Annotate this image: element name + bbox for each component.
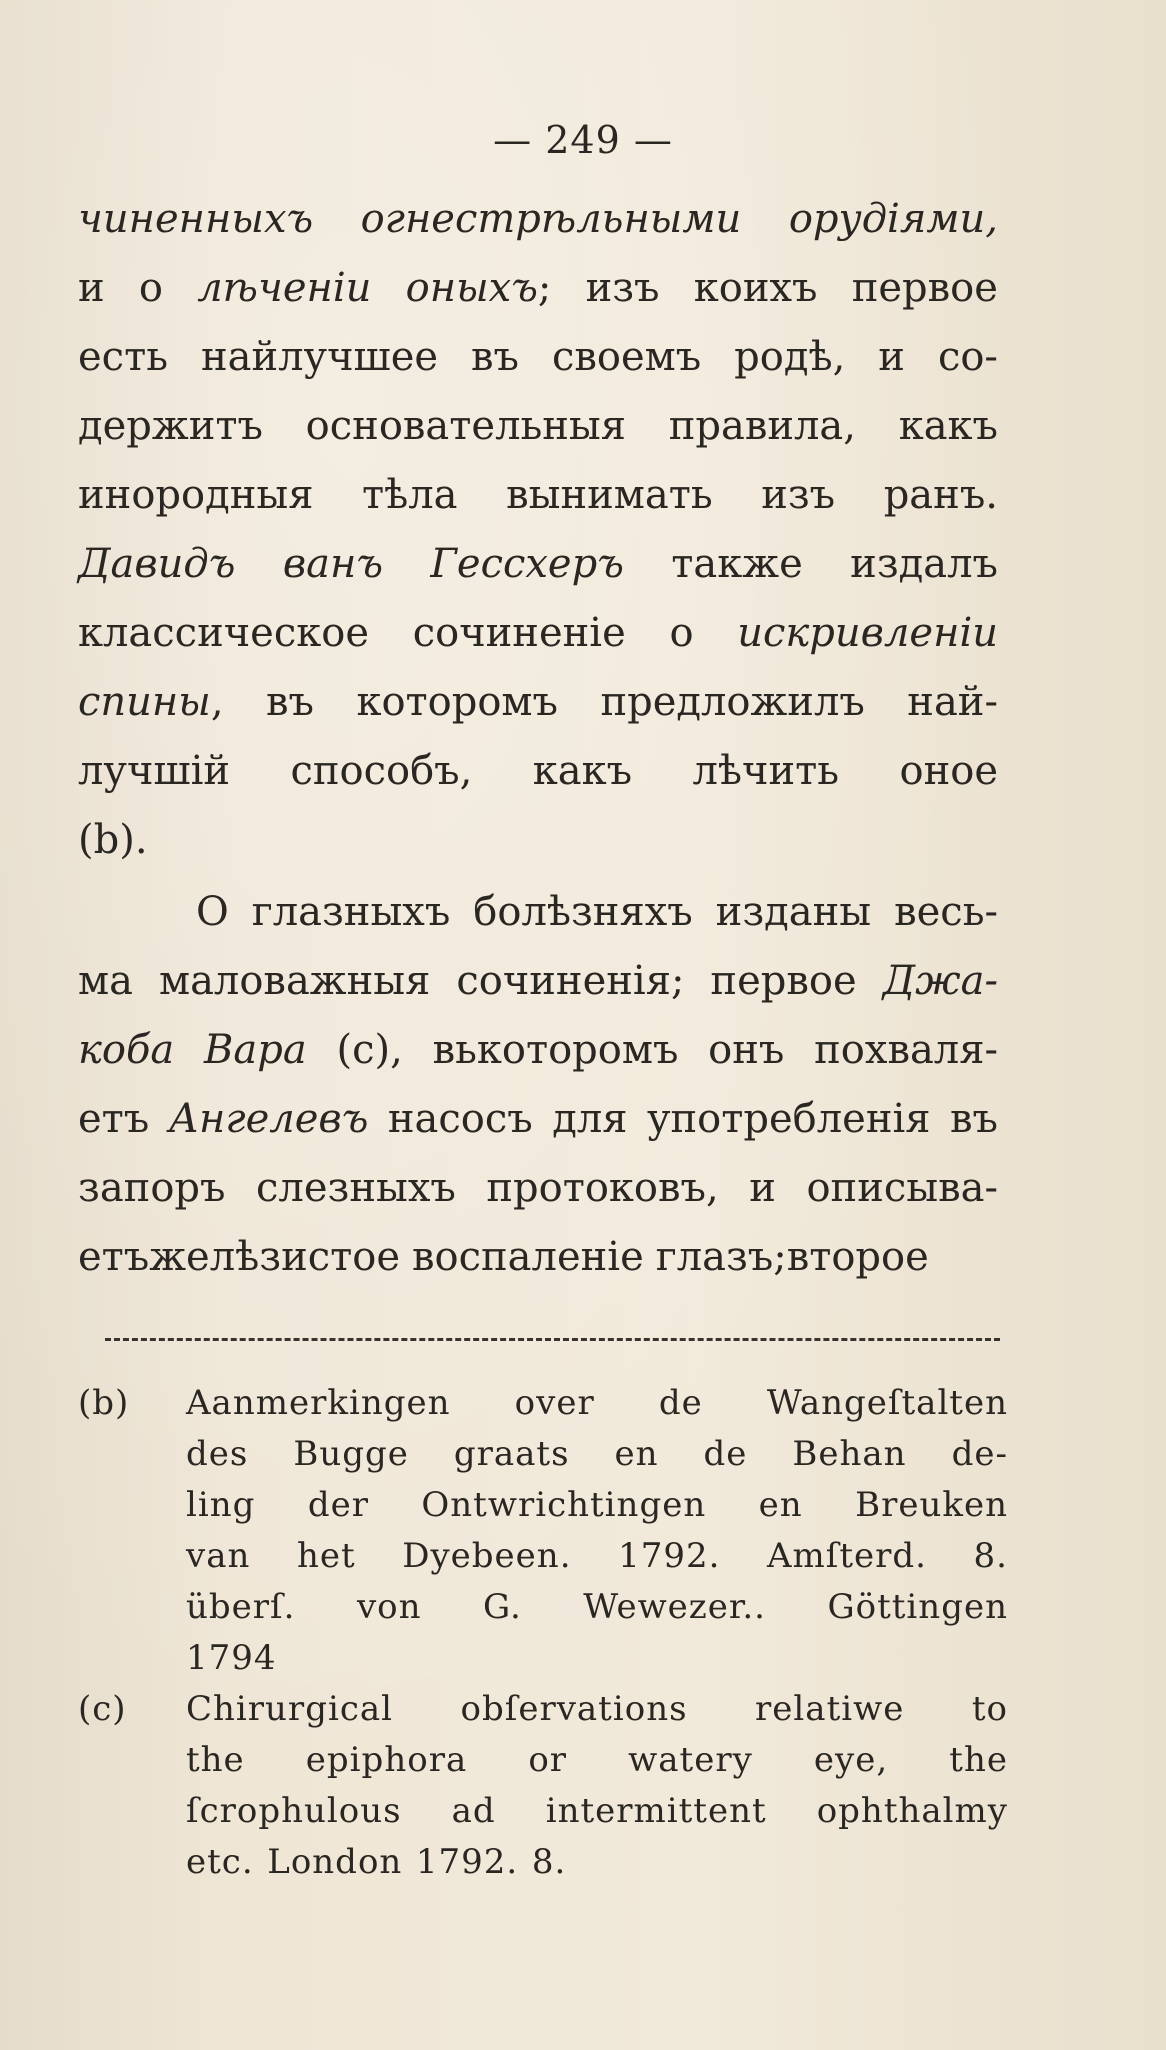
- word: оныхъ;: [405, 265, 552, 311]
- word: 8.: [973, 1536, 1008, 1576]
- page-number: — 249 —: [493, 118, 673, 162]
- footnotes: [78, 1378, 1008, 1888]
- word: de: [658, 1383, 703, 1423]
- word: насосъ: [387, 1096, 533, 1142]
- word: о: [669, 610, 694, 656]
- word: Breuken: [855, 1485, 1008, 1525]
- word: и: [878, 334, 905, 380]
- word: которомъ: [356, 679, 558, 725]
- footnote-line: [78, 1633, 1008, 1684]
- text-line: [78, 806, 998, 875]
- text-line: [78, 254, 998, 323]
- word: obſervations: [460, 1689, 688, 1729]
- word: какъ: [532, 748, 633, 794]
- word: 1792.: [618, 1536, 721, 1576]
- word: van: [186, 1536, 251, 1576]
- footnote-divider: [105, 1338, 1000, 1341]
- word: Behan: [792, 1434, 907, 1474]
- word: ſcrophulous: [186, 1791, 402, 1831]
- footnote-line: [78, 1531, 1008, 1582]
- word: классическое: [78, 610, 369, 656]
- word: сочиненiе: [412, 610, 626, 656]
- word: Amſterd.: [766, 1536, 927, 1576]
- word: о: [138, 265, 163, 311]
- word: болѣзняхъ: [473, 889, 693, 935]
- word: over: [514, 1383, 595, 1423]
- word: en: [758, 1485, 803, 1525]
- word: со-: [937, 334, 998, 380]
- word: Джа-: [882, 958, 998, 1004]
- word: въ: [950, 1096, 998, 1142]
- word: изъ: [761, 472, 836, 518]
- text-line: [78, 392, 998, 461]
- word: вынимать: [506, 472, 713, 518]
- word: Давидъ: [78, 541, 236, 587]
- word: предложилъ: [600, 679, 865, 725]
- word: искривленiи: [737, 610, 998, 656]
- footnote-line: [78, 1837, 1008, 1888]
- word: de: [703, 1434, 748, 1474]
- footnote-label: (b): [78, 1383, 130, 1423]
- word: epiphora: [305, 1740, 468, 1780]
- text-line: [78, 1016, 998, 1085]
- word: or: [528, 1740, 568, 1780]
- word: Dyebeen.: [402, 1536, 572, 1576]
- word: 1794: [186, 1638, 277, 1678]
- word: the: [186, 1740, 245, 1780]
- word: ранъ.: [883, 472, 998, 518]
- word: своемъ: [551, 334, 702, 380]
- word: ling: [186, 1485, 256, 1525]
- footnote-line: [78, 1480, 1008, 1531]
- word: Ангелевъ: [168, 1096, 369, 1142]
- word: лѣчить: [692, 748, 840, 794]
- footnote-line: [78, 1582, 1008, 1633]
- word: сочиненiя;: [456, 958, 685, 1004]
- word: найлучшее: [200, 334, 439, 380]
- word: Chirurgical: [186, 1689, 394, 1729]
- word: етъжелѣзистое: [78, 1234, 401, 1280]
- paragraph-2: [78, 878, 998, 1292]
- footnote-line: [78, 1786, 1008, 1837]
- word: етъ: [78, 1096, 150, 1142]
- word: запоръ: [78, 1165, 226, 1211]
- text-line: [78, 737, 998, 806]
- word: Bugge: [293, 1434, 409, 1474]
- text-line: [78, 947, 998, 1016]
- word: Wewezer..: [583, 1587, 766, 1627]
- word: London: [267, 1842, 403, 1882]
- word: Göttingen: [827, 1587, 1008, 1627]
- word: Гессхеръ: [430, 541, 624, 587]
- word: the: [949, 1740, 1008, 1780]
- word: Aanmerkingen: [186, 1383, 451, 1423]
- text-line: [78, 185, 998, 254]
- word: огнестрѣльными: [360, 196, 742, 242]
- word: есть: [78, 334, 168, 380]
- word: орудiями,: [788, 196, 998, 242]
- word: des: [186, 1434, 249, 1474]
- word: 1792.: [415, 1842, 519, 1882]
- word: чиненныхъ: [78, 196, 314, 242]
- text-line: [78, 1154, 998, 1223]
- footnote-line: [78, 1378, 1008, 1429]
- text-line: [78, 530, 998, 599]
- word: похваля-: [814, 1027, 998, 1073]
- word: употребленiя: [646, 1096, 931, 1142]
- word: маловажныя: [158, 958, 431, 1004]
- word: to: [971, 1689, 1008, 1729]
- word: какъ: [898, 403, 998, 449]
- word: Вара: [204, 1027, 307, 1073]
- word: описыва-: [806, 1165, 998, 1211]
- text-line: [78, 668, 998, 737]
- word: Wangeſtalten: [766, 1383, 1008, 1423]
- word: Ontwrichtingen: [421, 1485, 707, 1525]
- word: изданы: [715, 889, 872, 935]
- word: von: [356, 1587, 422, 1627]
- word: спины,: [78, 679, 224, 725]
- paragraph-1: [78, 185, 998, 875]
- word: для: [552, 1096, 628, 1142]
- text-line: [78, 461, 998, 530]
- word: въ: [266, 679, 314, 725]
- word: ophthalmy: [816, 1791, 1008, 1831]
- word: способъ,: [290, 748, 473, 794]
- word: лучшiй: [78, 748, 231, 794]
- text-line: [78, 878, 998, 947]
- word: О: [196, 889, 229, 935]
- word: (c),: [336, 1027, 403, 1073]
- word: най-: [907, 679, 998, 725]
- word: первое: [851, 265, 998, 311]
- word: ad: [451, 1791, 496, 1831]
- footnote-line: [78, 1429, 1008, 1480]
- text-line: [78, 1223, 998, 1292]
- word: лѣченiи: [197, 265, 372, 311]
- word: ма: [78, 958, 133, 1004]
- word: держитъ: [78, 403, 263, 449]
- word: de-: [951, 1434, 1008, 1474]
- word: правила,: [668, 403, 856, 449]
- word: коихъ: [693, 265, 818, 311]
- word: der: [307, 1485, 369, 1525]
- word: въ: [471, 334, 519, 380]
- word: eye,: [813, 1740, 889, 1780]
- word: родѣ,: [734, 334, 846, 380]
- text-line: [78, 323, 998, 392]
- word: оное: [899, 748, 998, 794]
- word: инородныя: [78, 472, 314, 518]
- word: основательныя: [305, 403, 626, 449]
- word: (b).: [78, 817, 148, 863]
- word: протоковъ,: [486, 1165, 719, 1211]
- word: het: [296, 1536, 356, 1576]
- word: überſ.: [186, 1587, 296, 1627]
- word: вькоторомъ: [432, 1027, 679, 1073]
- word: и: [78, 265, 105, 311]
- word: слезныхъ: [256, 1165, 456, 1211]
- word: коба: [78, 1027, 175, 1073]
- word: и: [749, 1165, 776, 1211]
- word: изъ: [585, 265, 660, 311]
- word: etc.: [186, 1842, 254, 1882]
- text-line: [78, 599, 998, 668]
- word: intermittent: [545, 1791, 767, 1831]
- word: 8.: [531, 1842, 567, 1882]
- footnote-line: [78, 1684, 1008, 1735]
- word: en: [614, 1434, 659, 1474]
- word: ванъ: [282, 541, 383, 587]
- word: издалъ: [850, 541, 998, 587]
- word: первое: [710, 958, 857, 1004]
- word: весь-: [894, 889, 998, 935]
- word: тѣла: [362, 472, 458, 518]
- word: онъ: [708, 1027, 785, 1073]
- word: graats: [453, 1434, 570, 1474]
- word: relatiwe: [755, 1689, 905, 1729]
- word: воспаленiе: [412, 1234, 644, 1280]
- word: глазъ;второе: [655, 1234, 929, 1280]
- footnote-line: [78, 1735, 1008, 1786]
- footnote-label: (c): [78, 1689, 127, 1729]
- word: глазныхъ: [251, 889, 451, 935]
- text-line: [78, 1085, 998, 1154]
- word: watery: [628, 1740, 753, 1780]
- word: G.: [483, 1587, 522, 1627]
- word: также: [671, 541, 803, 587]
